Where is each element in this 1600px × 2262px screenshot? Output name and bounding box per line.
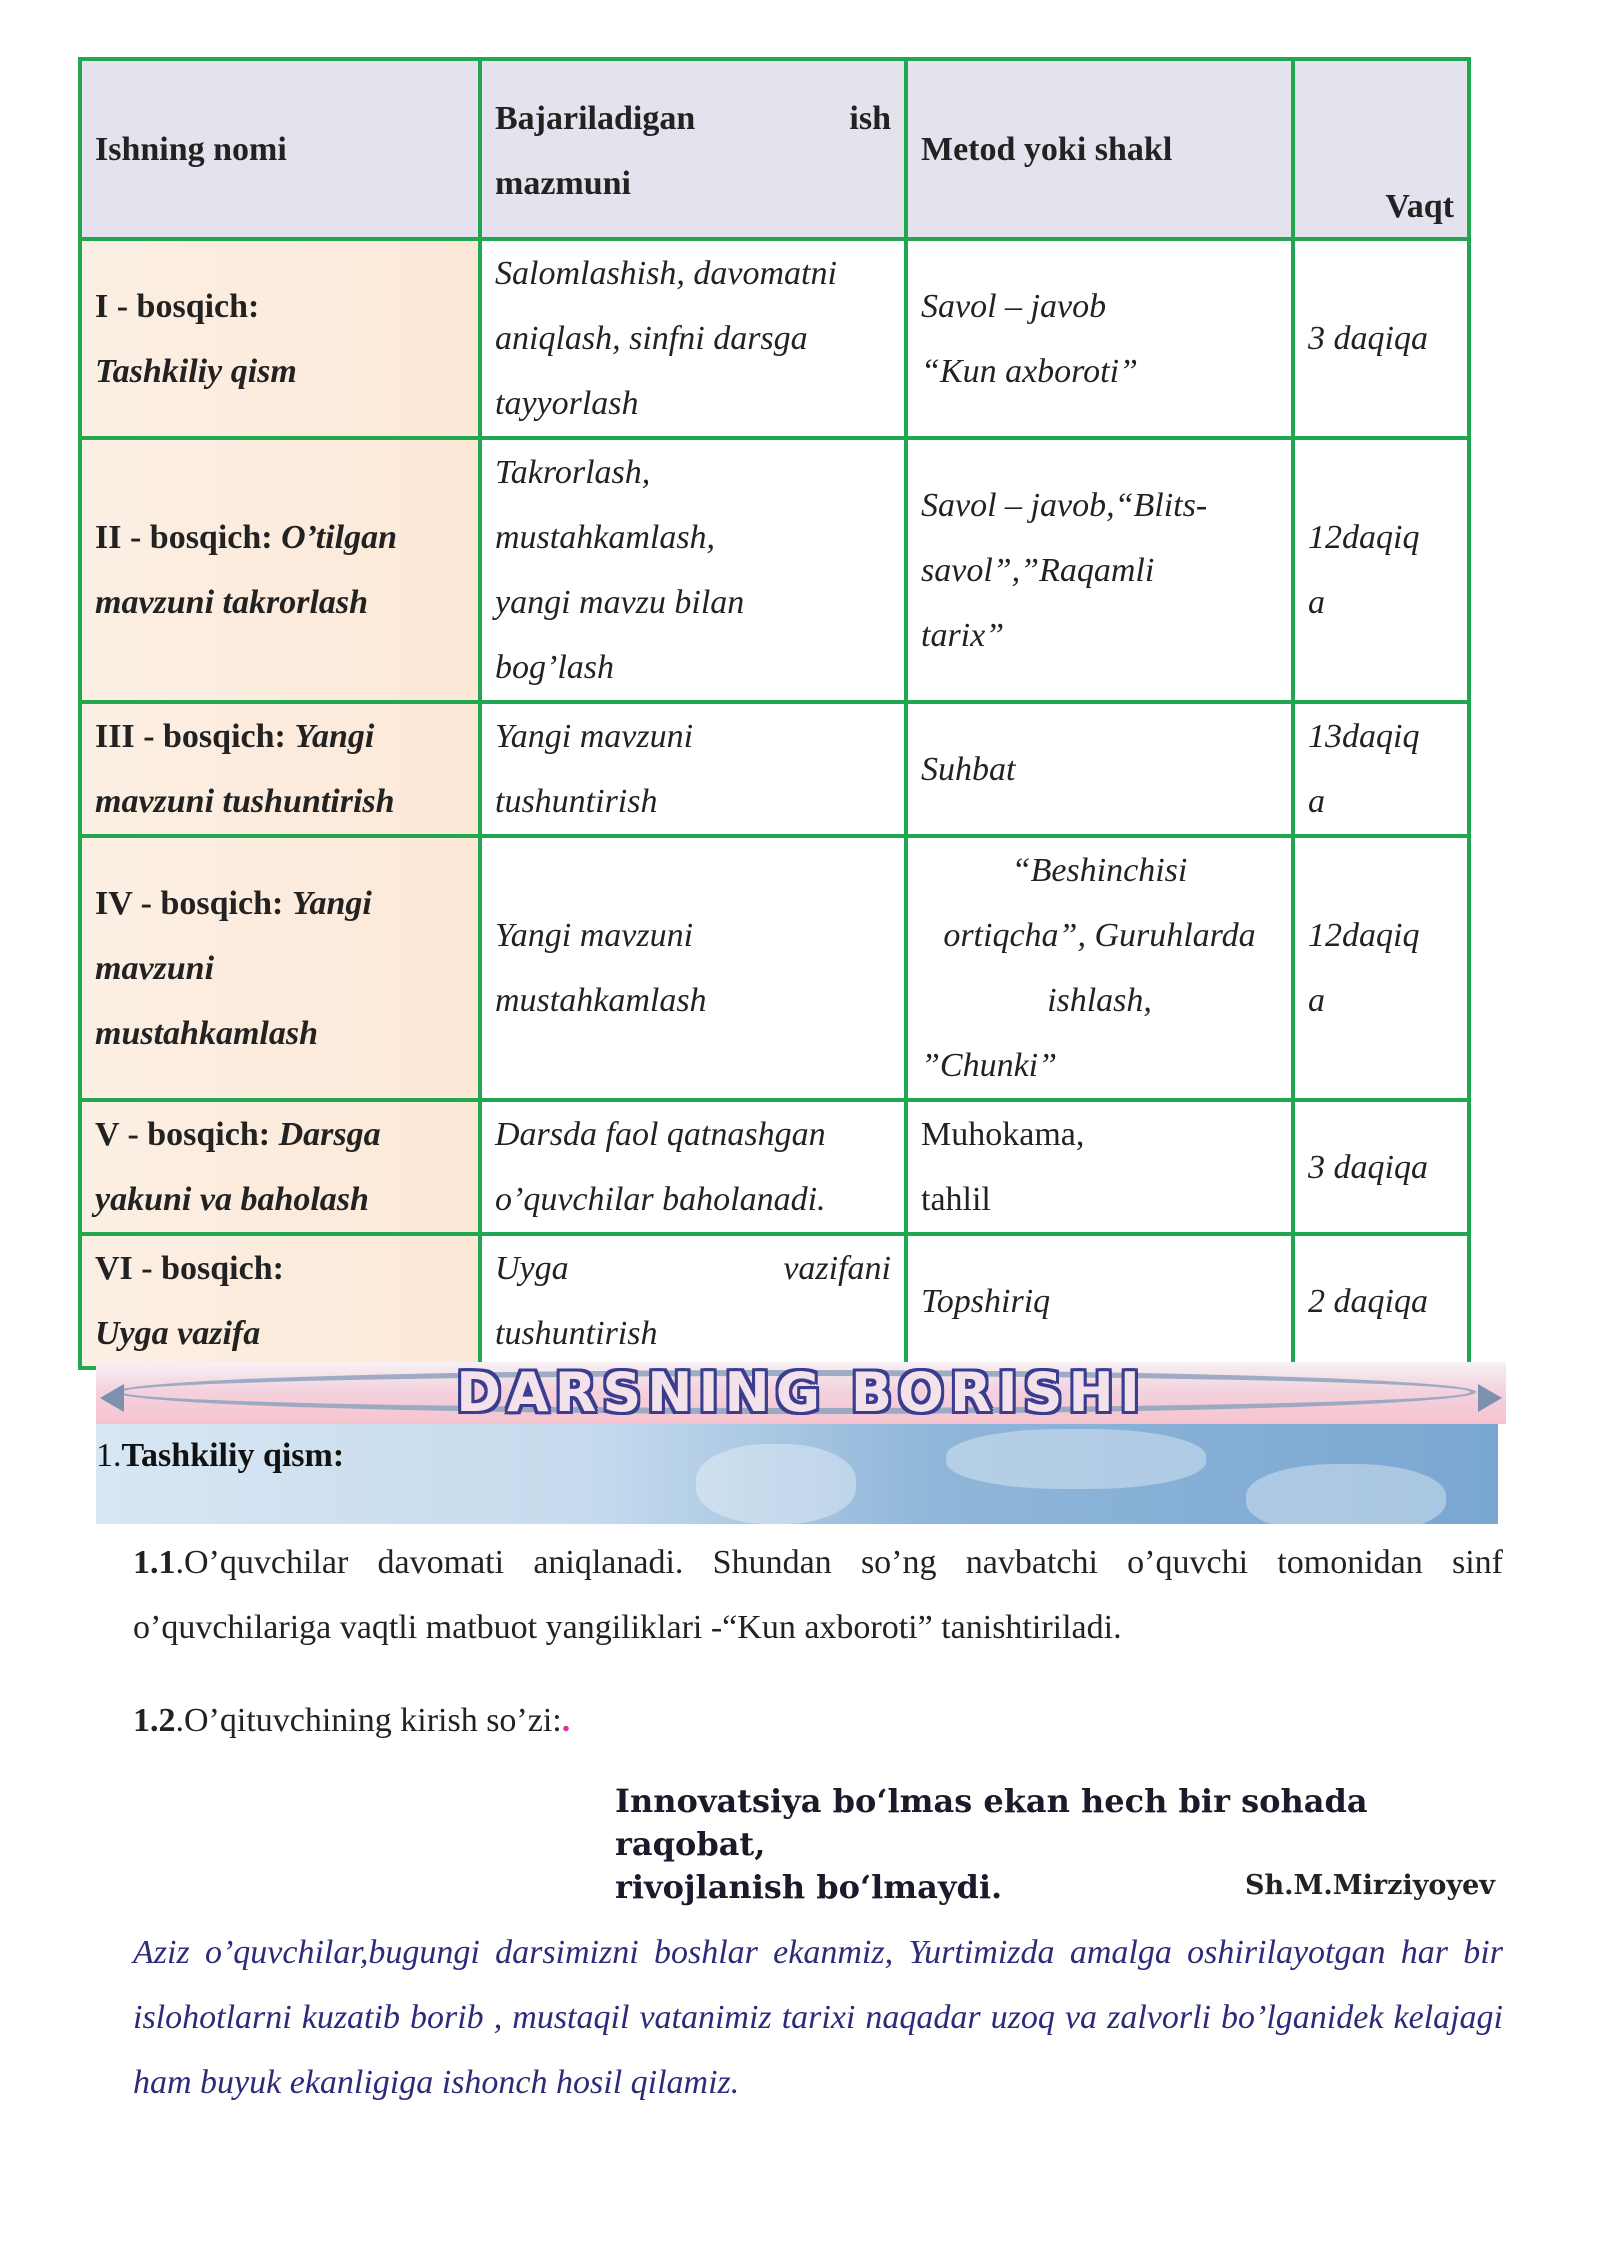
paragraph-1-1: 1.1.O’quvchilar davomati aniqlanadi. Shundan so’ng navbatchi o’quvchi tomonidan sinf o’quvchilariga vaqtli matbuot yangiliklari -“Kun axboroti” tanishtiriladi. <box>133 1544 1503 1646</box>
header-content: Bajariladigan ish mazmuni <box>480 59 906 239</box>
content-cell: Takrorlash, mustahkamlash, yangi mavzu bilan bog’lash <box>480 438 906 702</box>
table-row <box>80 702 1469 836</box>
time-cell: 2 daqiqa <box>1293 1234 1469 1368</box>
lesson-plan-table <box>78 57 1471 1370</box>
stage-cell: VI - bosqich: Uyga vazifa <box>80 1234 480 1368</box>
quote-author: Sh.M.Mirziyoyev <box>1244 1870 1495 1901</box>
method-cell: Suhbat <box>906 702 1293 836</box>
teacher-speech: Aziz o’quvchilar,bugungi darsimizni boshlar ekanmiz, Yurtimizda amalga oshirilayotgan har bir islohotlarni kuzatib borib , mustaqil vatanimiz tarixi naqadar uzoq va zalvorli bo’lganidek kelajagi ham buyuk ekanligiga ishonch hosil qilamiz. <box>133 1934 1503 2101</box>
method-cell: Savol – javob “Kun axboroti” <box>906 239 1293 438</box>
method-cell: Savol – javob,“Blits- savol”,”Raqamli tarix” <box>906 438 1293 702</box>
table-row <box>80 836 1469 1100</box>
stage-cell: I - bosqich: Tashkiliy qism <box>80 239 480 438</box>
section-heading: 1.Tashkiliy qism: <box>96 1437 345 1474</box>
content-cell: Uyga vazifani tushuntirish <box>480 1234 906 1368</box>
content-cell: Darsda faol qatnashgan o’quvchilar baholanadi. <box>480 1100 906 1234</box>
banner-title: DARSNING BORISHI <box>456 1362 1146 1424</box>
content-cell: Yangi mavzuni tushuntirish <box>480 702 906 836</box>
header-time: Vaqt <box>1293 59 1469 239</box>
table-header-row <box>80 59 1469 239</box>
epigraph-quote: Innovatsiya bo‘lmas ekan hech bir sohada raqobat, rivojlanish bo‘lmaydi. <box>615 1782 1368 1906</box>
time-cell: 13daqiq a <box>1293 702 1469 836</box>
stage-cell: II - bosqich: O’tilgan mavzuni takrorlash <box>80 438 480 702</box>
time-cell: 12daqiq a <box>1293 836 1469 1100</box>
world-map-decoration <box>696 1444 856 1524</box>
table-row <box>80 1234 1469 1368</box>
method-cell: “Beshinchisi ortiqcha”, Guruhlarda ishlash, ”Chunki” <box>906 836 1293 1100</box>
content-cell: Salomlashish, davomatni aniqlash, sinfni darsga tayyorlash <box>480 239 906 438</box>
stage-cell: IV - bosqich: Yangi mavzuni mustahkamlash <box>80 836 480 1100</box>
section-subbar <box>96 1424 1498 1524</box>
world-map-decoration <box>946 1429 1206 1489</box>
header-method: Metod yoki shakl <box>906 59 1293 239</box>
paragraph-1-2: 1.2.O’qituvchining kirish so’zi:. <box>133 1702 571 1739</box>
stage-cell: III - bosqich: Yangi mavzuni tushuntirish <box>80 702 480 836</box>
world-map-decoration <box>1246 1464 1446 1524</box>
stage-cell: V - bosqich: Darsga yakuni va baholash <box>80 1100 480 1234</box>
section-banner <box>96 1362 1506 1424</box>
table-row <box>80 438 1469 702</box>
table-row <box>80 239 1469 438</box>
table-row <box>80 1100 1469 1234</box>
time-cell: 12daqiq a <box>1293 438 1469 702</box>
time-cell: 3 daqiqa <box>1293 239 1469 438</box>
method-cell: Topshiriq <box>906 1234 1293 1368</box>
content-cell: Yangi mavzuni mustahkamlash <box>480 836 906 1100</box>
method-cell: Muhokama, tahlil <box>906 1100 1293 1234</box>
header-name: Ishning nomi <box>80 59 480 239</box>
time-cell: 3 daqiqa <box>1293 1100 1469 1234</box>
